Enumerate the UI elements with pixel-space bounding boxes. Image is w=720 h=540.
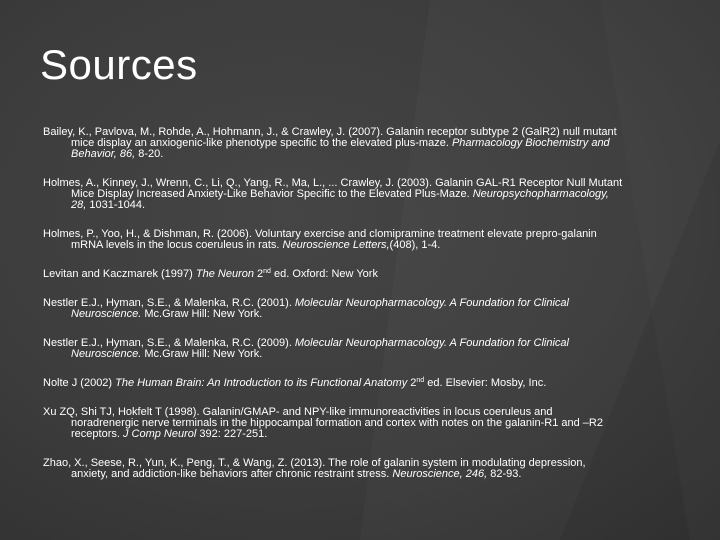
reference-item: Xu ZQ, Shi TJ, Hokfelt T (1998). Galanin/GMAP- and NPY-like immunoreactivities in locus coeruleus and noradrenergic nerve terminals in the hippocampal formation and cortex with notes on the galanin-R1 and –R2 receptors. J Comp Neurol 392: 227-251.: [43, 406, 603, 440]
slide-title: Sources: [40, 41, 198, 88]
reference-item: Nolte J (2002) The Human Brain: An Introduction to its Functional Anatomy 2nd ed. Elsevier: Mosby, Inc.: [43, 377, 547, 389]
reference-item: Holmes, P., Yoo, H., & Dishman, R. (2006). Voluntary exercise and clomipramine treatment elevate prepro-galanin mRNA levels in the locus coeruleus in rats. Neuroscience Letters,(408), 1-4.: [43, 228, 597, 251]
reference-item: Nestler E.J., Hyman, S.E., & Malenka, R.C. (2009). Molecular Neuropharmacology. A Foundation for Clinical Neuroscience. Mc.Graw Hill: New York.: [43, 337, 569, 360]
reference-item: Levitan and Kaczmarek (1997) The Neuron 2nd ed. Oxford: New York: [43, 268, 378, 280]
reference-item: Bailey, K., Pavlova, M., Rohde, A., Hohmann, J., & Crawley, J. (2007). Galanin receptor subtype 2 (GalR2) null mutant mice display an anxiogenic-like phenotype specific to the elevated plus-maze. Pharmacology Biochemistry and Behavior, 86, 8-20.: [43, 126, 617, 160]
reference-list: [43, 127, 623, 498]
reference-item: Zhao, X., Seese, R., Yun, K., Peng, T., & Wang, Z. (2013). The role of galanin system in modulating depression, anxiety, and addiction-like behaviors after chronic restraint stress. Neuroscience, 246, 82-93.: [43, 457, 586, 480]
reference-item: Nestler E.J., Hyman, S.E., & Malenka, R.C. (2001). Molecular Neuropharmacology. A Foundation for Clinical Neuroscience. Mc.Graw Hill: New York.: [43, 297, 569, 320]
reference-item: Holmes, A., Kinney, J., Wrenn, C., Li, Q., Yang, R., Ma, L., ... Crawley, J. (2003). Galanin GAL-R1 Receptor Null Mutant Mice Display Increased Anxiety-Like Behavior Specific to the Elevated Plus-Maze. Neuropsychopharmacology, 28, 1031-1044.: [43, 177, 623, 211]
